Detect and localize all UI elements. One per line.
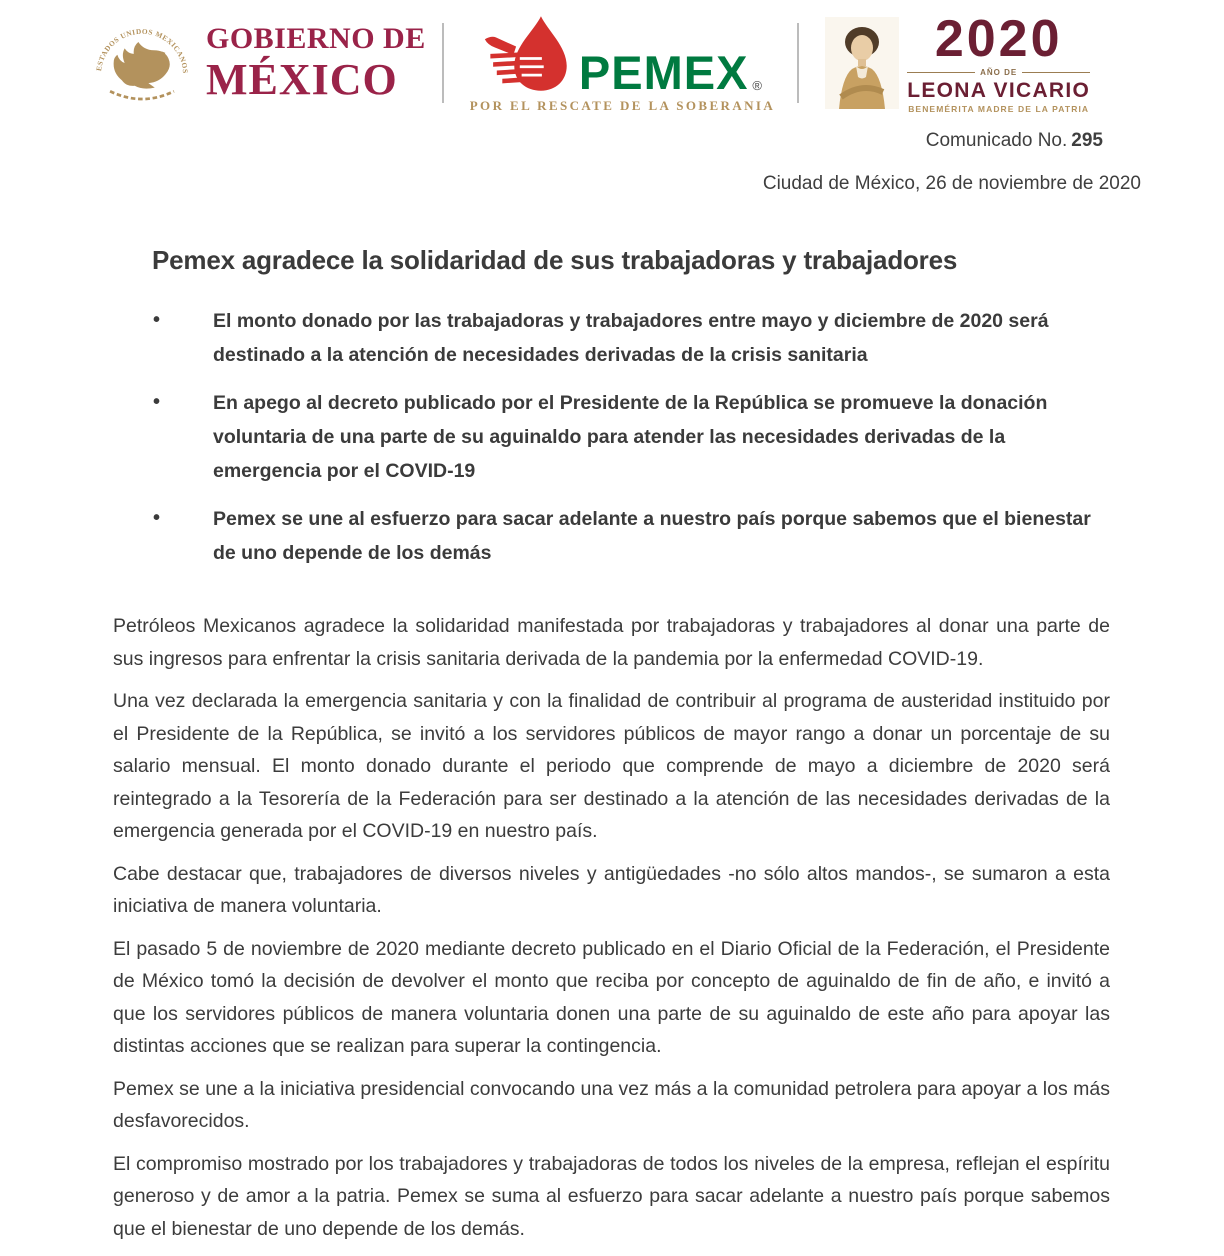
vicario-tagline: BENEMÉRITA MADRE DE LA PATRIA [908,103,1090,114]
comunicado-number-line [0,130,1103,152]
divider-line [907,72,975,73]
pemex-tagline: POR EL RESCATE DE LA SOBERANIA [469,98,776,113]
pemex-eagle-drop-icon [483,12,575,94]
comunicado-number: 295 [1071,130,1103,151]
divider-line [1022,72,1090,73]
body-paragraph: Petróleos Mexicanos agradece la solidaridad manifestada por trabajadoras y trabajadores al donar una parte de sus ingresos para enfrentar la crisis sanitaria derivada de la pandemia por la enfermedad COVID-19. [113,615,1110,670]
highlight-item: • El monto donado por las trabajadoras y trabajadores entre mayo y diciembre de 2020 será destinado a la atención de necesidades derivadas de la crisis sanitaria [113,304,1105,372]
document-header [0,0,1224,116]
pemex-logo [470,12,775,114]
press-release-title: Pemex agradece la solidaridad de sus trabajadoras y trabajadores [152,245,958,275]
vicario-year: 2020 [934,9,1063,68]
seal-curved-text: ESTADOS UNIDOS MEXICANOS [95,27,190,75]
comunicado-label: Comunicado No. [925,130,1068,151]
seal-laurel-shape [110,91,174,99]
highlights-list [0,304,1105,570]
gobierno-line1: GOBIERNO DE [206,22,426,55]
vicario-wordmark [907,9,1091,114]
header-divider [797,23,799,103]
dateline: Ciudad de México, 26 de noviembre de 2020 [762,173,1141,194]
pemex-wordmark: PEMEX [578,45,749,99]
seal-eagle-shape [114,42,170,89]
vicario-year-label: AÑO DE [980,67,1018,77]
body-paragraph: Una vez declarada la emergencia sanitaria y con la finalidad de contribuir al programa de austeridad instituido por el Presidente de la República, se invitó a los servidores públicos de mayor rango a donar un porcentaje de su salario mensual. El monto donado durante el periodo que comprende de mayo a diciembre de 2020 será reintegrado a la Tesorería de la Federación para ser destinado a la atención de las necesidades derivadas de la emergencia generada por el COVID-19 en nuestro país. [113,690,1110,842]
body-paragraph: Pemex se une a la iniciativa presidencial convocando una vez más a la comunidad petrolera para apoyar a los más desfavorecidos. [113,1077,1110,1132]
mexico-eagle-seal-icon [84,11,200,115]
registered-trademark-icon: ® [752,78,763,93]
leona-vicario-portrait-icon [825,17,899,109]
gobierno-line2: MÉXICO [206,55,398,104]
highlight-item: • En apego al decreto publicado por el Presidente de la República se promueve la donación voluntaria de una parte de su aguinaldo para atender las necesidades derivadas de la emergencia por el COVID-19 [113,386,1105,488]
gobierno-wordmark [206,24,426,102]
header-divider [442,23,444,103]
body-paragraph: El compromiso mostrado por los trabajadores y trabajadoras de todos los niveles de la empresa, reflejan el espíritu generoso y de amor a la patria. Pemex se suma al esfuerzo para sacar adelante a nuestro país porque sabemos que el bienestar de uno depende de los demás. [113,1152,1110,1240]
body-text [113,610,1110,1245]
body-paragraph: El pasado 5 de noviembre de 2020 mediante decreto publicado en el Diario Oficial de la Federación, el Presidente de México tomó la decisión de devolver el monto que reciba por concepto de aguinaldo de fin de año, e invitó a que los servidores públicos de manera voluntaria donen una parte de su aguinaldo de este año para apoyar las distintas acciones que se realizan para superar la contingencia. [113,937,1110,1057]
body-paragraph: Cabe destacar que, trabajadores de diversos niveles y antigüedades -no sólo altos mandos-, se sumaron a esta iniciativa de manera voluntaria. [113,862,1110,917]
highlight-item: • Pemex se une al esfuerzo para sacar adelante a nuestro país porque sabemos que el bienestar de uno depende de los demás [113,502,1105,570]
vicario-name: LEONA VICARIO [907,78,1091,102]
leona-vicario-2020-logo [825,9,1091,114]
vicario-year-label-row [907,69,1090,77]
gobierno-de-mexico-logo [84,11,426,115]
